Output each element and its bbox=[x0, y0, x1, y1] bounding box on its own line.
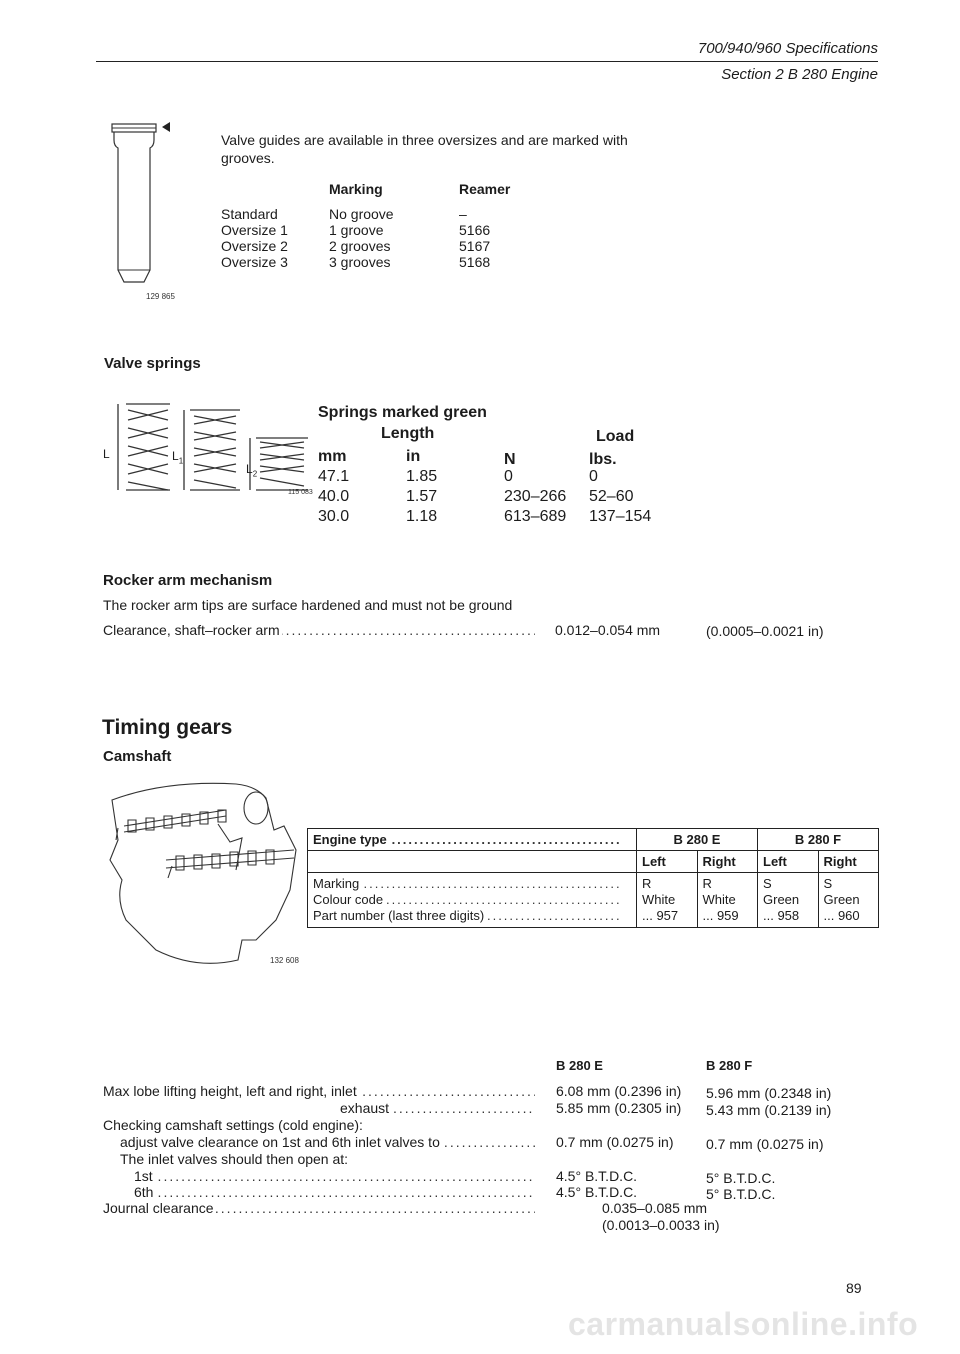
b280f-right-cell bbox=[818, 873, 879, 928]
marking-value: S bbox=[823, 876, 833, 891]
header-title: 700/940/960 Specifications bbox=[697, 40, 878, 57]
exhaust-row bbox=[340, 1100, 535, 1116]
header-rule bbox=[96, 61, 878, 62]
b280e-header: B 280 E bbox=[637, 829, 758, 851]
journal-label: Journal clearance bbox=[103, 1200, 214, 1216]
valve-spring-figure bbox=[108, 398, 323, 498]
spring-n-cell: 0 bbox=[504, 468, 513, 485]
marking-leader bbox=[313, 876, 619, 892]
journal-in: (0.0013–0.0033 in) bbox=[602, 1217, 720, 1233]
b280f-header: B 280 F bbox=[758, 829, 879, 851]
reamer-cell: – bbox=[459, 206, 467, 222]
spring-mm-col bbox=[318, 467, 349, 527]
table-row bbox=[308, 829, 879, 851]
col-n: N bbox=[504, 451, 516, 468]
size-cell: Standard bbox=[221, 206, 278, 222]
colour-value: White bbox=[702, 892, 736, 907]
spring-label-l1-sub: 1 bbox=[178, 456, 184, 466]
col-reamer: Reamer bbox=[459, 181, 511, 197]
exhaust-label: exhaust bbox=[340, 1100, 390, 1116]
max-lobe-e: 6.08 mm (0.2396 in) bbox=[556, 1083, 682, 1099]
exhaust-e: 5.85 mm (0.2305 in) bbox=[556, 1100, 682, 1116]
spring-in-cell: 1.18 bbox=[406, 508, 438, 525]
spring-mm-cell: 40.0 bbox=[318, 488, 350, 505]
b280e-right-cell bbox=[697, 873, 758, 928]
header-section: Section 2 B 280 Engine bbox=[721, 66, 878, 83]
reamer-cell: 5166 bbox=[459, 222, 491, 238]
marking-value: S bbox=[763, 876, 772, 891]
blank-cell bbox=[308, 851, 637, 873]
springs-subheading: Springs marked green bbox=[318, 404, 487, 421]
page-number: 89 bbox=[846, 1280, 862, 1296]
rocker-arm-heading: Rocker arm mechanism bbox=[103, 572, 273, 589]
marking-cell: No groove bbox=[329, 206, 394, 222]
part-leader bbox=[313, 908, 619, 924]
valve-guide-markings bbox=[329, 206, 394, 270]
load-label: Load bbox=[596, 428, 635, 445]
checking-label: Checking camshaft settings (cold engine): bbox=[103, 1117, 363, 1133]
size-cell: Oversize 1 bbox=[221, 222, 288, 238]
length-label: Length bbox=[381, 425, 435, 442]
camshaft-figure-id: 132 608 bbox=[270, 956, 299, 965]
part-value: ... 958 bbox=[763, 908, 800, 923]
spring-lbs-col bbox=[589, 467, 651, 527]
valve-guide-figure-id: 129 865 bbox=[146, 292, 175, 301]
sixth-f: 5° B.T.D.C. bbox=[706, 1186, 776, 1202]
exhaust-f: 5.43 mm (0.2139 in) bbox=[706, 1102, 832, 1118]
valve-guide-intro: Valve guides are available in three oversizes and are marked with grooves. bbox=[221, 132, 628, 166]
marking-cell: 3 grooves bbox=[329, 254, 391, 270]
left-header: Left bbox=[758, 851, 819, 873]
max-lobe-row bbox=[103, 1083, 535, 1099]
marking-value: R bbox=[642, 876, 652, 891]
part-value: ... 957 bbox=[642, 908, 679, 923]
valve-guide-figure bbox=[108, 110, 188, 300]
journal-mm: 0.035–0.085 mm bbox=[602, 1200, 708, 1216]
spring-n-cell: 230–266 bbox=[504, 488, 567, 505]
spring-label-l2 bbox=[246, 462, 257, 478]
first-f: 5° B.T.D.C. bbox=[706, 1170, 776, 1186]
left-header: Left bbox=[637, 851, 698, 873]
max-lobe-label: Max lobe lifting height, left and right, inlet bbox=[103, 1083, 357, 1099]
marking-label: Marking bbox=[313, 876, 360, 891]
first-e: 4.5° B.T.D.C. bbox=[556, 1168, 638, 1184]
row-labels-cell bbox=[308, 873, 637, 928]
marking-cell: 1 groove bbox=[329, 222, 384, 238]
size-cell: Oversize 2 bbox=[221, 238, 288, 254]
engine-type-table bbox=[307, 828, 879, 928]
spring-label-l2-sub: 2 bbox=[252, 469, 258, 479]
spring-lbs-cell: 52–60 bbox=[589, 488, 634, 505]
col-lbs: lbs. bbox=[589, 451, 617, 468]
colour-leader bbox=[313, 892, 619, 908]
engine-type-label: Engine type bbox=[313, 832, 387, 847]
spring-lbs-cell: 137–154 bbox=[589, 508, 652, 525]
camshaft-figure bbox=[106, 780, 306, 970]
part-label: Part number (last three digits) bbox=[313, 908, 485, 923]
engine-type-cell bbox=[308, 829, 637, 851]
spring-in-cell: 1.85 bbox=[406, 468, 438, 485]
timing-gears-heading: Timing gears bbox=[102, 716, 233, 739]
table-row bbox=[308, 851, 879, 873]
colour-value: Green bbox=[823, 892, 860, 907]
right-header: Right bbox=[697, 851, 758, 873]
spring-label-l1-letter: L bbox=[172, 449, 179, 463]
b280f-left-cell bbox=[758, 873, 819, 928]
clearance-label: Clearance, shaft–rocker arm bbox=[103, 622, 280, 638]
inlet-open-label: The inlet valves should then open at: bbox=[120, 1151, 349, 1167]
colour-value: White bbox=[642, 892, 676, 907]
spec-col-f: B 280 F bbox=[706, 1058, 753, 1073]
col-mm: mm bbox=[318, 448, 347, 465]
sixth-label: 6th bbox=[134, 1184, 154, 1200]
valve-guide-reamers bbox=[459, 206, 490, 270]
watermark-logo: carmanualsonline.info bbox=[568, 1306, 919, 1342]
reamer-cell: 5167 bbox=[459, 238, 491, 254]
spring-n-cell: 613–689 bbox=[504, 508, 567, 525]
clearance-mm: 0.012–0.054 mm bbox=[555, 622, 661, 638]
adjust-label: adjust valve clearance on 1st and 6th inlet valves to bbox=[120, 1134, 440, 1150]
journal-row bbox=[103, 1200, 535, 1216]
sixth-e: 4.5° B.T.D.C. bbox=[556, 1184, 638, 1200]
spring-n-col bbox=[504, 467, 566, 527]
adjust-f: 0.7 mm (0.0275 in) bbox=[706, 1136, 824, 1152]
camshaft-subheading: Camshaft bbox=[103, 748, 172, 765]
b280e-left-cell bbox=[637, 873, 698, 928]
max-lobe-f: 5.96 mm (0.2348 in) bbox=[706, 1085, 832, 1101]
spring-mm-cell: 30.0 bbox=[318, 508, 350, 525]
marking-value: R bbox=[702, 876, 712, 891]
rocker-arm-note: The rocker arm tips are surface hardened and must not be ground bbox=[103, 597, 513, 613]
colour-value: Green bbox=[763, 892, 800, 907]
spring-in-col bbox=[406, 467, 437, 527]
spring-label-l1 bbox=[172, 449, 183, 465]
sixth-row bbox=[134, 1184, 535, 1200]
engine-type-leader bbox=[313, 832, 619, 847]
size-cell: Oversize 3 bbox=[221, 254, 288, 270]
right-header: Right bbox=[818, 851, 879, 873]
part-value: ... 959 bbox=[702, 908, 739, 923]
table-row bbox=[308, 873, 879, 928]
spec-col-e: B 280 E bbox=[556, 1058, 603, 1073]
first-row bbox=[134, 1168, 535, 1184]
valve-springs-heading: Valve springs bbox=[104, 355, 201, 372]
spring-in-cell: 1.57 bbox=[406, 488, 438, 505]
adjust-row bbox=[120, 1134, 535, 1150]
spring-mm-cell: 47.1 bbox=[318, 468, 350, 485]
col-in: in bbox=[406, 448, 421, 465]
marking-cell: 2 grooves bbox=[329, 238, 391, 254]
valve-spring-figure-id: 115 083 bbox=[288, 489, 313, 496]
spring-label-l: L bbox=[103, 447, 110, 461]
col-marking: Marking bbox=[329, 181, 383, 197]
spring-lbs-cell: 0 bbox=[589, 468, 598, 485]
clearance-in: (0.0005–0.0021 in) bbox=[706, 623, 824, 639]
part-value: ... 960 bbox=[823, 908, 860, 923]
spring-label-l2-letter: L bbox=[246, 462, 253, 476]
reamer-cell: 5168 bbox=[459, 254, 491, 270]
first-label: 1st bbox=[134, 1168, 153, 1184]
valve-guide-sizes bbox=[221, 206, 288, 270]
adjust-e: 0.7 mm (0.0275 in) bbox=[556, 1134, 674, 1150]
colour-label: Colour code bbox=[313, 892, 384, 907]
clearance-row bbox=[103, 622, 535, 638]
